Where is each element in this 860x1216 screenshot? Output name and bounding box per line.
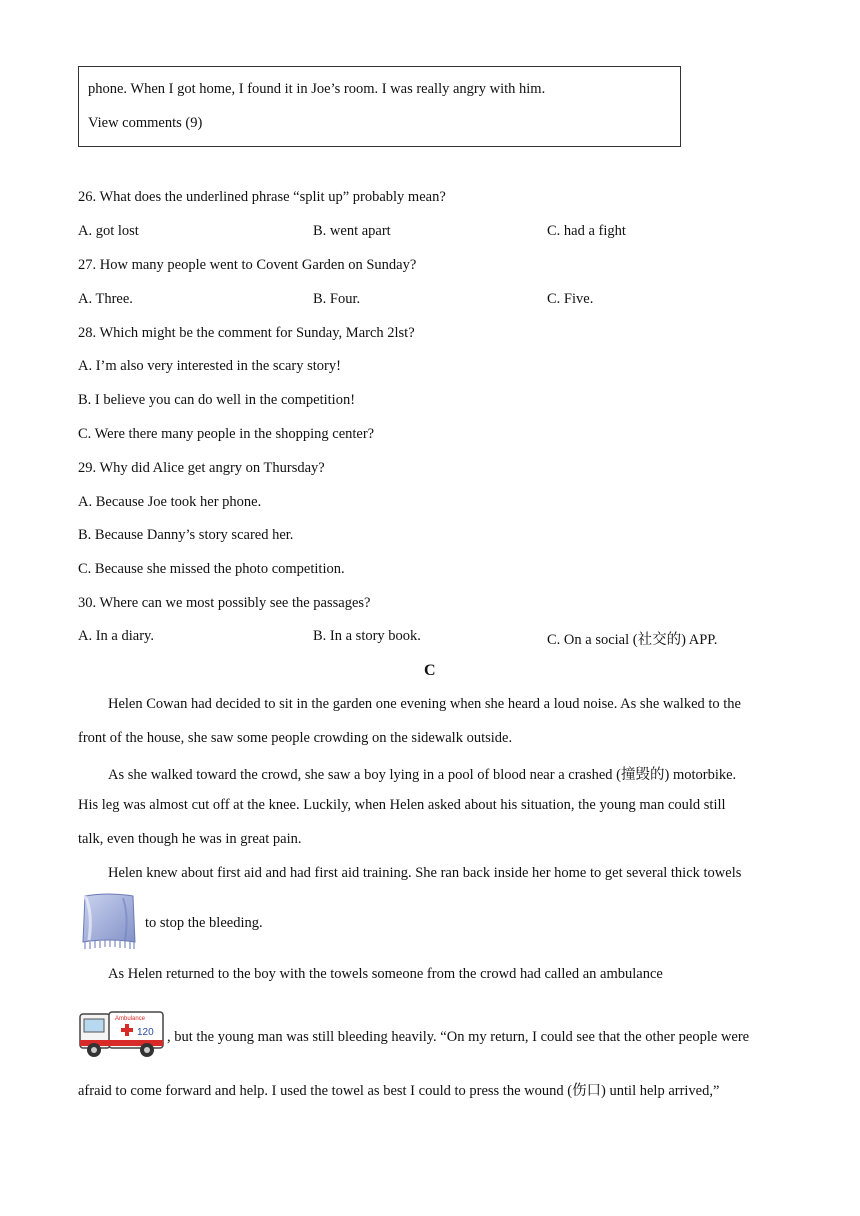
option-29-b: B. Because Danny’s story scared her. xyxy=(78,527,294,543)
option-28-b: B. I believe you can do well in the competition! xyxy=(78,392,356,408)
paragraph-2-line-1: As she walked toward the crowd, she saw a boy lying in a pool of blood near a crashed (撞毁的) motorbike. xyxy=(108,767,737,783)
paragraph-4-line-2: , but the young man was still bleeding heavily. “On my return, I could see that the other people were xyxy=(167,1029,750,1045)
option-27-b: B. Four. xyxy=(313,291,361,307)
option-28-c: C. Were there many people in the shopping center? xyxy=(78,426,375,442)
option-30-b: B. In a story book. xyxy=(313,628,421,644)
comment-box xyxy=(78,66,681,147)
question-27: 27. How many people went to Covent Garden on Sunday? xyxy=(78,257,417,273)
towel-icon xyxy=(79,892,139,952)
option-30-c: C. On a social (社交的) APP. xyxy=(547,632,718,648)
option-26-a: A. got lost xyxy=(78,223,139,239)
option-26-b: B. went apart xyxy=(313,223,391,239)
paragraph-3-line-2: to stop the bleeding. xyxy=(145,915,263,931)
option-28-a: A. I’m also very interested in the scary story! xyxy=(78,358,341,374)
option-30-a: A. In a diary. xyxy=(78,628,154,644)
question-29: 29. Why did Alice get angry on Thursday? xyxy=(78,460,325,476)
paragraph-4-line-1: As Helen returned to the boy with the towels someone from the crowd had called an ambulance xyxy=(108,966,663,982)
paragraph-3-line-1: Helen knew about first aid and had first aid training. She ran back inside her home to get several thick towels xyxy=(108,865,742,881)
section-heading: C xyxy=(424,662,436,679)
ambulance-icon xyxy=(79,1010,165,1062)
question-26: 26. What does the underlined phrase “split up” probably mean? xyxy=(78,189,446,205)
view-comments-link[interactable]: View comments (9) xyxy=(88,115,203,131)
option-27-a: A. Three. xyxy=(78,291,133,307)
paragraph-2-line-3: talk, even though he was in great pain. xyxy=(78,831,302,847)
option-26-c: C. had a fight xyxy=(547,223,626,239)
question-30: 30. Where can we most possibly see the passages? xyxy=(78,595,371,611)
ambulance-number: 120 xyxy=(137,1027,154,1038)
box-text-line: phone. When I got home, I found it in Joe’s room. I was really angry with him. xyxy=(88,81,546,97)
paragraph-4-line-3: afraid to come forward and help. I used the towel as best I could to press the wound (伤口) until help arrived,” xyxy=(78,1083,720,1099)
paragraph-1-line-1: Helen Cowan had decided to sit in the garden one evening when she heard a loud noise. As she walked to the xyxy=(108,696,741,712)
question-28: 28. Which might be the comment for Sunday, March 2lst? xyxy=(78,325,415,341)
option-29-c: C. Because she missed the photo competition. xyxy=(78,561,345,577)
option-27-c: C. Five. xyxy=(547,291,594,307)
ambulance-label: Ambulance xyxy=(115,1016,146,1022)
option-29-a: A. Because Joe took her phone. xyxy=(78,494,262,510)
paragraph-2-line-2: His leg was almost cut off at the knee. Luckily, when Helen asked about his situation, the young man could still xyxy=(78,797,726,813)
paragraph-1-line-2: front of the house, she saw some people crowding on the sidewalk outside. xyxy=(78,730,513,746)
